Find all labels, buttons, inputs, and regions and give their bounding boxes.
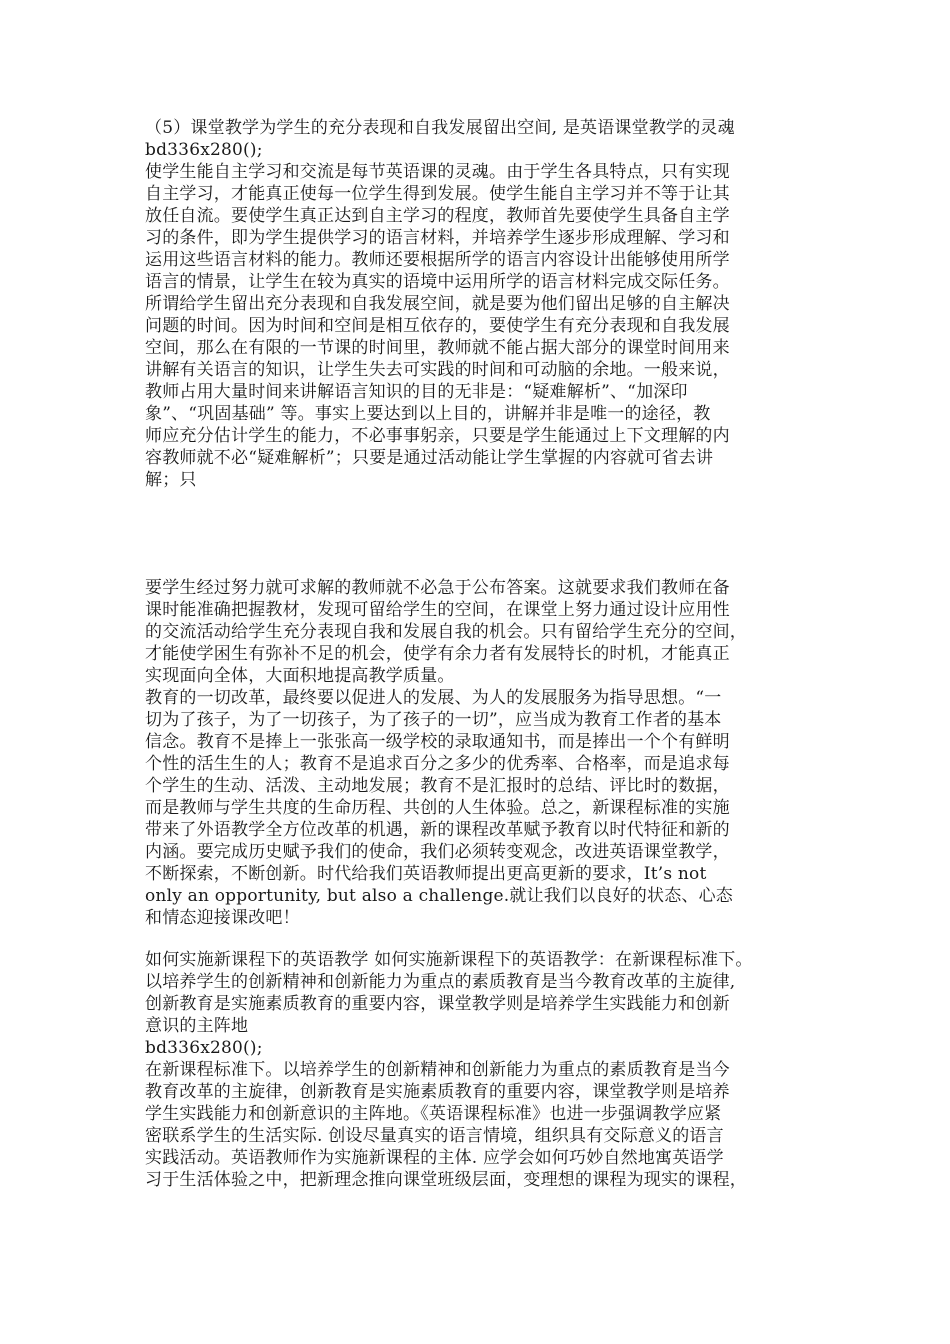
paragraph-line: 课时能准确把握教材，发现可留给学生的空间，在课堂上努力通过设计应用性 [145,600,730,620]
paragraph-line: 学生实践能力和创新意识的主阵地。《英语课程标准》也进一步强调教学应紧 [145,1104,722,1124]
paragraph-line: 密联系学生的生活实际. 创设尽量真实的语言情境，组织具有交际意义的语言 [145,1126,724,1146]
paragraph-line: 和情态迎接课改吧！ [145,908,300,928]
paragraph-line: 创新教育是实施素质教育的重要内容，课堂教学则是培养学生实践能力和创新 [145,994,730,1014]
paragraph-line: only an opportunity, but also a challenge.就让我们以良好的状态、心态 [145,886,734,906]
paragraph-line: 实现面向全体，大面积地提高教学质量。 [145,666,455,686]
paragraph-line: 不断探索，不断创新。时代给我们英语教师提出更高更新的要求，It’s not [145,864,707,884]
section-heading: （5）课堂教学为学生的充分表现和自我发展留出空间, 是英语课堂教学的灵魂 [145,118,735,138]
paragraph-line: 习的条件，即为学生提供学习的语言材料，并培养学生逐步形成理解、学习和 [145,228,730,248]
paragraph-line: 才能使学困生有弥补不足的机会，使学有余力者有发展特长的时机，才能真正 [145,644,730,664]
ad-code-text: bd336x280(); [145,140,263,160]
paragraph-line: 师应充分估计学生的能力，不必事事躬亲，只要是学生能通过上下文理解的内 [145,426,730,446]
paragraph-line: 教育的一切改革，最终要以促进人的发展、为人的发展服务为指导思想。“一 [145,688,722,708]
paragraph-line: 教师占用大量时间来讲解语言知识的目的无非是：“疑难解析”、“加深印 [145,382,688,402]
paragraph-line: 空间，那么在有限的一节课的时间里，教师就不能占据大部分的课堂时间用来 [145,338,730,358]
article-title-line: 如何实施新课程下的英语教学 如何实施新课程下的英语教学：在新课程标准下。 [145,950,753,970]
paragraph-line: 使学生能自主学习和交流是每节英语课的灵魂。由于学生各具特点，只有实现 [145,162,730,182]
paragraph-line: 而是教师与学生共度的生命历程、共创的人生体验。总之，新课程标准的实施 [145,798,730,818]
paragraph-line: 所谓给学生留出充分表现和自我发展空间，就是要为他们留出足够的自主解决 [145,294,730,314]
paragraph-line: 内涵。要完成历史赋予我们的使命，我们必须转变观念，改进英语课堂教学， [145,842,730,862]
paragraph-line: 信念。教育不是捧上一张张高一级学校的录取通知书，而是捧出一个个有鲜明 [145,732,730,752]
paragraph-line: 个性的活生生的人；教育不是追求百分之多少的优秀率、合格率，而是追求每 [145,754,730,774]
paragraph-line: 教育改革的主旋律，创新教育是实施素质教育的重要内容，课堂教学则是培养 [145,1082,730,1102]
ad-code-text: bd336x280(); [145,1038,263,1058]
paragraph-line: 放任自流。要使学生真正达到自主学习的程度，教师首先要使学生具备自主学 [145,206,730,226]
paragraph-line: 问题的时间。因为时间和空间是相互依存的，要使学生有充分表现和自我发展 [145,316,730,336]
paragraph-line: 解；只 [145,470,197,490]
paragraph-line: 在新课程标准下。以培养学生的创新精神和创新能力为重点的素质教育是当今 [145,1060,730,1080]
paragraph-line: 习于生活体验之中，把新理念推向课堂班级层面，变理想的课程为现实的课程， [145,1170,747,1190]
paragraph-line: 个学生的生动、活泼、主动地发展；教育不是汇报时的总结、评比时的数据， [145,776,730,796]
paragraph-line: 切为了孩子，为了一切孩子，为了孩子的一切”，应当成为教育工作者的基本 [145,710,722,730]
paragraph-line: 容教师就不必“疑难解析”；只要是通过活动能让学生掌握的内容就可省去讲 [145,448,714,468]
paragraph-line: 运用这些语言材料的能力。教师还要根据所学的语言内容设计出能够使用所学 [145,250,730,270]
paragraph-line: 讲解有关语言的知识，让学生失去可实践的时间和可动脑的余地。一般来说， [145,360,730,380]
paragraph-line: 意识的主阵地 [145,1016,249,1036]
paragraph-line: 要学生经过努力就可求解的教师就不必急于公布答案。这就要求我们教师在备 [145,578,730,598]
paragraph-line: 以培养学生的创新精神和创新能力为重点的素质教育是当今教育改革的主旋律, [145,972,736,992]
paragraph-line: 带来了外语教学全方位改革的机遇，新的课程改革赋予教育以时代特征和新的 [145,820,730,840]
paragraph-line: 实践活动。英语教师作为实施新课程的主体. 应学会如何巧妙自然地寓英语学 [145,1148,724,1168]
paragraph-line: 象”、“巩固基础” 等。事实上要达到以上目的，讲解并非是唯一的途径，教 [145,404,711,424]
paragraph-line: 自主学习，才能真正使每一位学生得到发展。使学生能自主学习并不等于让其 [145,184,730,204]
paragraph-line: 的交流活动给学生充分表现自我和发展自我的机会。只有留给学生充分的空间， [145,622,747,642]
paragraph-line: 语言的情景，让学生在较为真实的语境中运用所学的语言材料完成交际任务。 [145,272,730,292]
